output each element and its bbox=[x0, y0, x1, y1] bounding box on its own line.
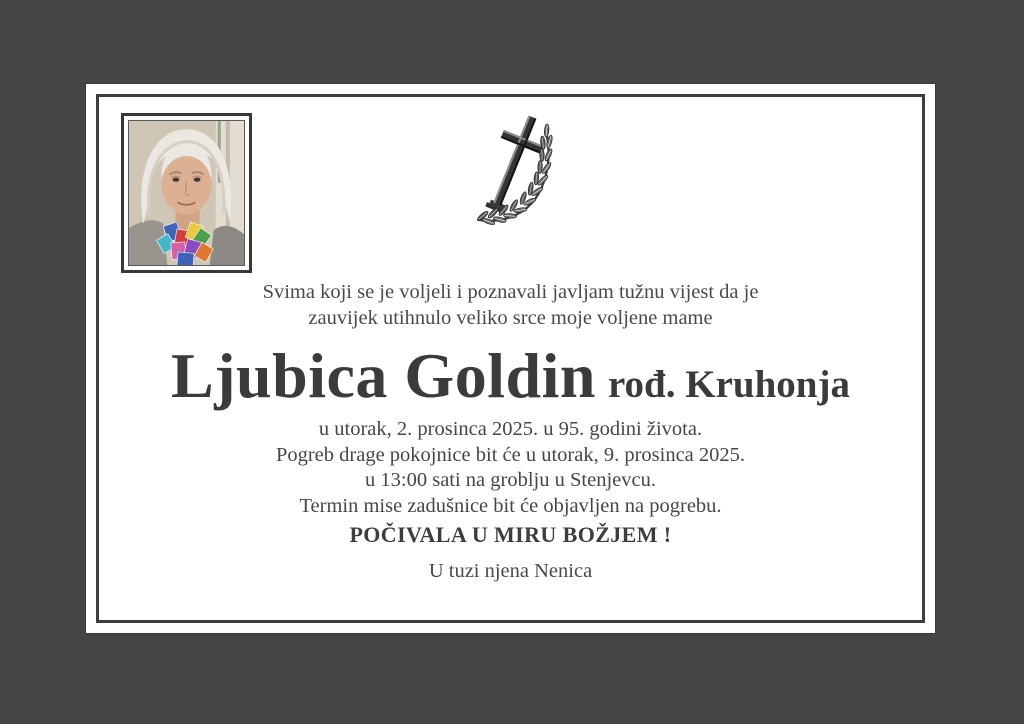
funeral-place-line: u 13:00 sati na groblju u Stenjevcu. bbox=[365, 469, 656, 491]
rest-in-peace-line: POČIVALA U MIRU BOŽJEM ! bbox=[349, 522, 672, 547]
intro-line-1: Svima koji se je voljeli i poznavali javljam tužnu vijest da je bbox=[262, 281, 759, 303]
funeral-details bbox=[105, 417, 916, 519]
mass-info-line: Termin mise zadušnice bit će objavljen na pogrebu. bbox=[299, 494, 722, 517]
cross-laurel-drawing bbox=[463, 107, 558, 229]
death-date-line: u utorak, 2. prosinca 2025. u 95. godini života. bbox=[318, 418, 703, 440]
intro-line-2: zauvijek utihnulo veliko srce moje voljene mame bbox=[308, 307, 713, 329]
portrait-photo bbox=[128, 120, 245, 266]
portrait-photo-frame bbox=[121, 113, 252, 273]
maiden-name: rođ. Kruhonja bbox=[607, 363, 850, 406]
obituary-card bbox=[85, 83, 936, 634]
portrait-illustration bbox=[129, 121, 244, 265]
cross-laurel-icon bbox=[463, 107, 558, 229]
mourner-line: U tuzi njena Nenica bbox=[428, 560, 593, 582]
intro-paragraph bbox=[105, 279, 916, 331]
obituary-text-block bbox=[105, 279, 916, 584]
deceased-name: Ljubica Goldin bbox=[171, 340, 596, 411]
deceased-name-line bbox=[105, 339, 916, 413]
funeral-date-line: Pogreb drage pokojnice bit će u utorak, 9. prosinca 2025. bbox=[275, 443, 746, 466]
